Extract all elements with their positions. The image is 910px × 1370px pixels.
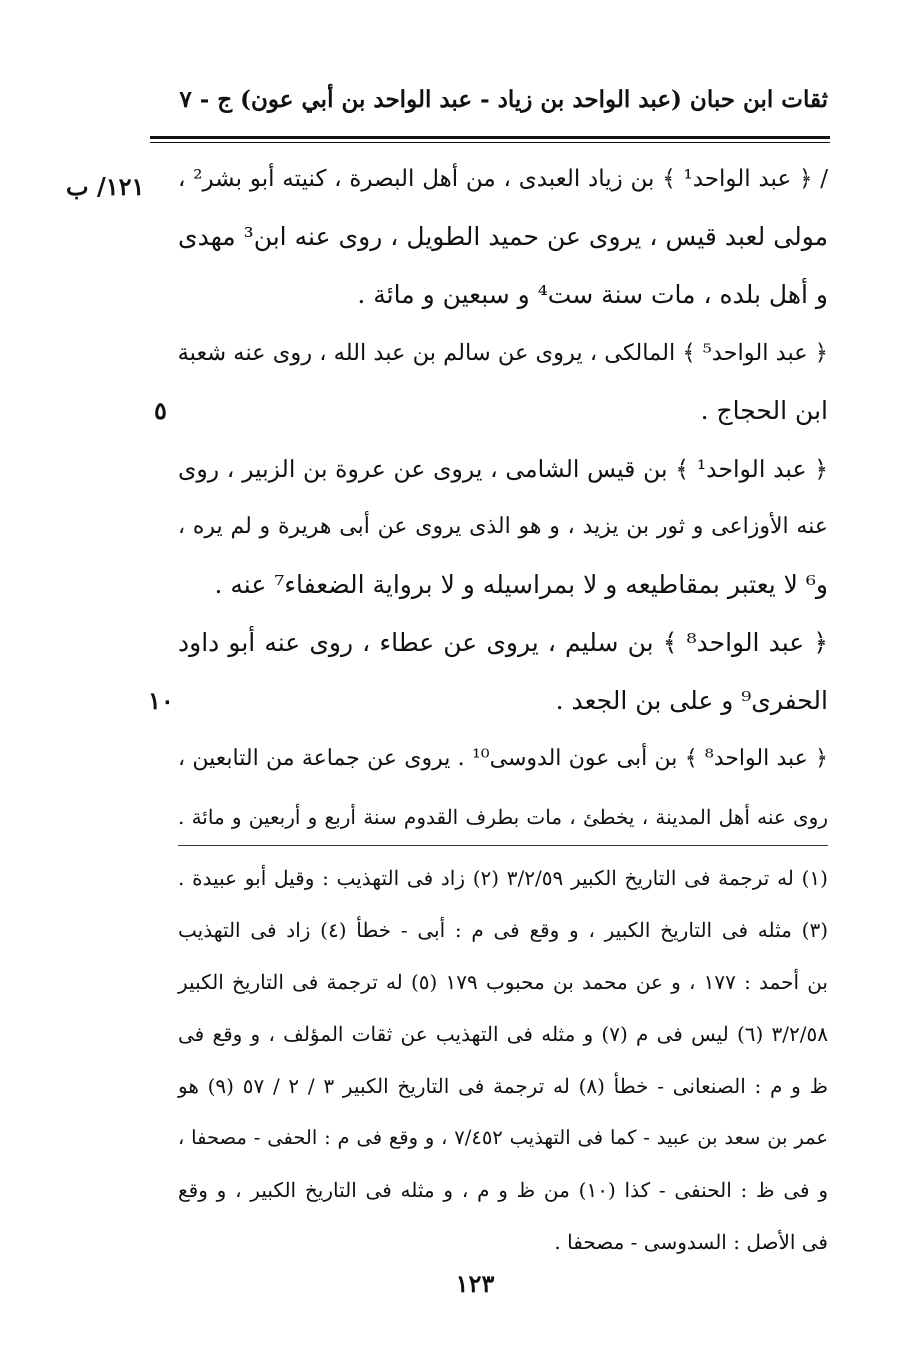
footnote-line-2: (٣) مثله فى التاريخ الكبير ، و وقع فى م : أبى - خطأ (٤) زاد فى التهذيب <box>178 918 828 942</box>
folio-marker: ١٢١/ ب <box>66 172 145 201</box>
body-line-2: مولى لعبد قيس ، يروى عن حميد الطويل ، روى عنه ابن³ مهدى <box>178 222 829 251</box>
footnote-line-3: بن أحمد : ١٧٧ ، و عن محمد بن محبوب ١٧٩ (٥) له ترجمة فى التاريخ الكبير <box>178 970 828 994</box>
body-line-3: و أهل بلده ، مات سنة ست⁴ و سبعين و مائة . <box>357 280 828 309</box>
body-line-7: عنه الأوزاعى و ثور بن يزيد ، و هو الذى يروى عن أبى هريرة و لم يره ، <box>178 514 828 539</box>
footnote-rule <box>178 845 828 846</box>
body-line-6: ﴿ عبد الواحد¹ ﴾ بن قيس الشامى ، يروى عن عروة بن الزبير ، روى <box>178 455 828 483</box>
page-number: ١٢٣ <box>455 1269 495 1298</box>
body-line-5: ابن الحجاج . <box>700 396 828 425</box>
body-line-11: ﴿ عبد الواحد⁸ ﴾ بن أبى عون الدوسى¹⁰ . يروى عن جماعة من التابعين ، <box>178 746 828 771</box>
running-header: ثقات ابن حبان (عبد الواحد بن زياد - عبد الواحد بن أبي عون) ج - ٧ <box>179 86 828 113</box>
body-line-1: / ﴿ عبد الواحد¹ ﴾ بن زياد العبدى ، من أهل البصرة ، كنيته أبو بشر² ، <box>178 166 828 192</box>
line-number-10: ١٠ <box>148 686 174 715</box>
footnote-line-8: فى الأصل : السدوسى - مصحفا . <box>554 1230 828 1254</box>
body-line-4: ﴿ عبد الواحد⁵ ﴾ المالكى ، يروى عن سالم بن عبد الله ، روى عنه شعبة <box>177 340 828 366</box>
body-line-9: ﴿ عبد الواحد⁸ ﴾ بن سليم ، يروى عن عطاء ، روى عنه أبو داود <box>178 628 828 657</box>
body-line-8: و⁶ لا يعتبر بمقاطيعه و لا بمراسيله و لا برواية الضعفاء⁷ عنه . <box>214 570 828 599</box>
header-rule <box>150 136 830 139</box>
line-number-5: ٥ <box>154 396 167 425</box>
header-rule-thin <box>150 142 830 143</box>
footnote-line-6: عمر بن سعد بن عبيد - كما فى التهذيب ٧/٤٥٢ ، و وقع فى م : الحفى - مصحفا ، <box>178 1126 828 1149</box>
body-line-12: روى عنه أهل المدينة ، يخطئ ، مات بطرف القدوم سنة أربع و أربعين و مائة . <box>178 805 828 829</box>
footnote-line-5: ظ و م : الصنعانى - خطأ (٨) له ترجمة فى التاريخ الكبير ٣ / ٢ / ٥٧ (٩) هو <box>178 1074 828 1098</box>
footnote-line-7: و فى ظ : الحنفى - كذا (١٠) من ظ و م ، و مثله فى التاريخ الكبير ، و وقع <box>178 1178 828 1202</box>
footnote-line-1: (١) له ترجمة فى التاريخ الكبير ٣/٢/٥٩ (٢) زاد فى التهذيب : وقيل أبو عبيدة . <box>178 866 828 890</box>
footnote-line-4: ٣/٢/٥٨ (٦) ليس فى م (٧) و مثله فى التهذيب عن ثقات المؤلف ، و وقع فى <box>178 1022 828 1046</box>
body-line-10: الحفرى⁹ و على بن الجعد . <box>555 686 828 715</box>
